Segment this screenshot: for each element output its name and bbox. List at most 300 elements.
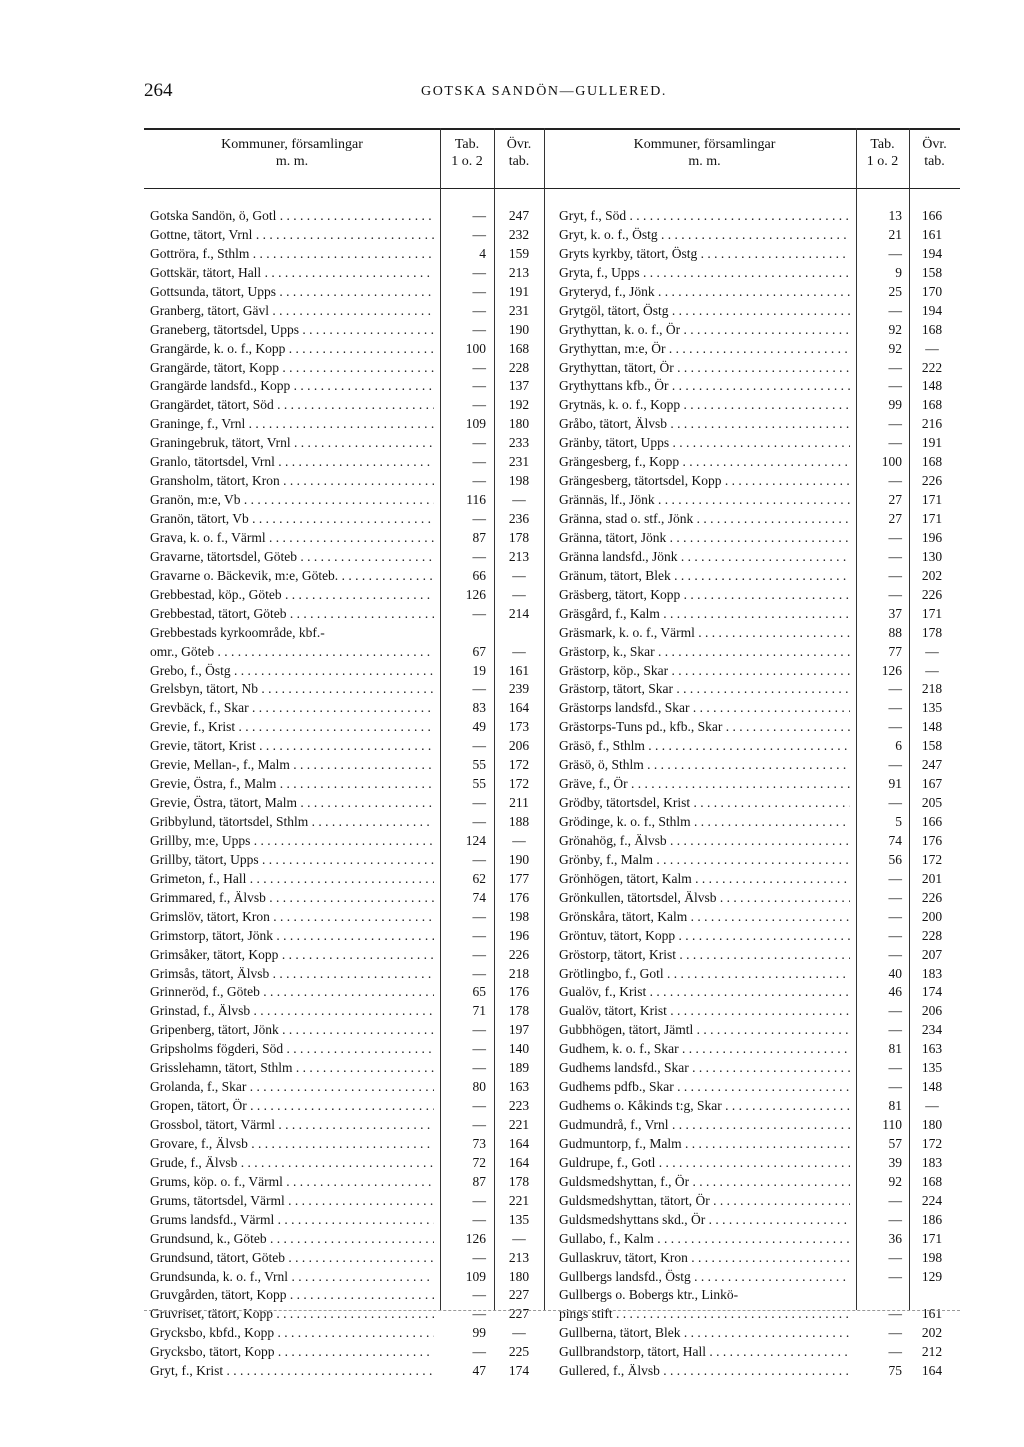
- entry-ovr: 164: [921, 1363, 943, 1379]
- entry-ovr: 214: [508, 605, 530, 621]
- entry-tab: 99: [888, 397, 902, 413]
- table-row: [553, 472, 960, 491]
- entry-name: Gudhems landsfd., Skar . . .: [559, 1059, 850, 1078]
- entry-name: Grangärde landsfd., Kopp . . .: [150, 377, 434, 396]
- entry-tab: 92: [888, 321, 902, 337]
- entry-ovr: 232: [508, 226, 530, 242]
- entry-ovr: 161: [921, 226, 943, 242]
- table-row: [144, 1362, 544, 1381]
- entry-name: Gränna, stad o. stf., Jönk . . .: [559, 510, 850, 529]
- table-row: [144, 775, 544, 794]
- entry-name: Grevie, Östra, tätort, Malm . . .: [150, 794, 434, 813]
- entry-ovr: —: [925, 1098, 939, 1114]
- table-row: [144, 946, 544, 965]
- table-row: [553, 643, 960, 662]
- entry-tab: —: [888, 473, 902, 489]
- entry-name: omr., Göteb . . .: [150, 643, 434, 662]
- entry-ovr: 178: [508, 529, 530, 545]
- table-row: [144, 927, 544, 946]
- table-row: [553, 870, 960, 889]
- entry-name: Grinstad, f., Älvsb . . .: [150, 1002, 434, 1021]
- table-row: [144, 1154, 544, 1173]
- entry-ovr: 186: [921, 1211, 943, 1227]
- entry-name: Grästorp, köp., Skar . . .: [559, 662, 850, 681]
- entry-tab: —: [472, 965, 486, 981]
- entry-name: Gripenberg, tätort, Jönk . . .: [150, 1021, 434, 1040]
- entry-name: Grimmared, f., Älvsb . . .: [150, 889, 434, 908]
- table-row: [553, 1002, 960, 1021]
- entry-tab: 99: [472, 1325, 486, 1341]
- entry-ovr: 180: [508, 1268, 530, 1284]
- entry-ovr: 173: [508, 719, 530, 735]
- entry-name: Grönahög, f., Älvsb . . .: [559, 832, 850, 851]
- entry-name: Gräve, f., Ör . . .: [559, 775, 850, 794]
- entry-ovr: 176: [508, 984, 530, 1000]
- entry-name: Gripsholms fögderi, Söd . . .: [150, 1040, 434, 1059]
- entry-tab: —: [472, 681, 486, 697]
- entry-name: Grums landsfd., Värml . . .: [150, 1211, 434, 1230]
- entry-ovr: 200: [921, 908, 943, 924]
- entry-ovr: 180: [921, 1117, 943, 1132]
- entry-ovr: 172: [921, 851, 943, 867]
- entry-name: Grevie, Mellan-, f., Malm . . .: [150, 756, 434, 775]
- entry-name: Grönby, f., Malm . . .: [559, 851, 850, 870]
- entry-tab: —: [472, 454, 486, 470]
- entry-ovr: 196: [921, 529, 943, 545]
- table-row: [553, 340, 960, 359]
- header-name-line2: m. m.: [688, 154, 721, 169]
- entry-ovr: 216: [921, 416, 943, 432]
- entry-tab: —: [472, 1306, 486, 1322]
- entry-name: Grevie, f., Krist . . .: [150, 718, 434, 737]
- entry-tab: —: [472, 435, 486, 451]
- entry-ovr: 168: [921, 397, 943, 413]
- entry-ovr: 172: [921, 1135, 943, 1151]
- table-row: [553, 1021, 960, 1040]
- entry-ovr: 183: [921, 965, 943, 981]
- entry-name: Grovare, f., Älvsb . . .: [150, 1135, 434, 1154]
- table-row: [144, 1021, 544, 1040]
- entry-name: Grimstorp, tätort, Jönk . . .: [150, 927, 434, 946]
- entry-ovr: 135: [508, 1211, 530, 1227]
- entry-ovr: 180: [508, 416, 530, 432]
- entry-tab: 92: [888, 340, 902, 356]
- entry-ovr: 192: [508, 397, 530, 413]
- entry-ovr: 207: [921, 946, 943, 962]
- table-row: [553, 983, 960, 1002]
- entry-ovr: 197: [508, 1022, 530, 1038]
- entry-name: Gullbergs landsfd., Östg . . .: [559, 1268, 850, 1287]
- entry-tab: 80: [472, 1079, 486, 1095]
- entry-name: Gudmuntorp, f., Malm . . .: [559, 1135, 850, 1154]
- entry-tab: 109: [465, 416, 486, 432]
- entry-name: Grevbäck, f., Skar . . .: [150, 699, 434, 718]
- table-row: [553, 965, 960, 984]
- entry-ovr: 177: [508, 870, 530, 886]
- table-row: [553, 529, 960, 548]
- entry-ovr: —: [512, 492, 526, 508]
- table-row: [553, 226, 960, 245]
- entry-tab: —: [888, 889, 902, 905]
- entry-ovr: 247: [508, 208, 530, 223]
- entry-tab: —: [888, 548, 902, 564]
- entry-tab: —: [888, 1268, 902, 1284]
- entry-ovr: 201: [921, 870, 943, 886]
- entry-name: Gryt, f., Söd . . .: [559, 207, 850, 226]
- table-row: [144, 1211, 544, 1230]
- entry-name: Grimslöv, tätort, Kron . . .: [150, 908, 434, 927]
- table-row: [144, 851, 544, 870]
- table-row: [553, 1362, 960, 1381]
- entry-ovr: 228: [921, 927, 943, 943]
- entry-ovr: 227: [508, 1306, 530, 1322]
- entry-tab: 83: [472, 700, 486, 716]
- entry-tab: 55: [472, 776, 486, 792]
- entry-name: Grängesberg, tätortsdel, Kopp . . .: [559, 472, 850, 491]
- table-row: [553, 1078, 960, 1097]
- entry-tab: —: [472, 738, 486, 754]
- entry-ovr: 191: [508, 283, 530, 299]
- table-row: [553, 1173, 960, 1192]
- entry-ovr: 171: [921, 1230, 943, 1246]
- entry-ovr: 130: [921, 548, 943, 564]
- entry-ovr: 164: [508, 1135, 530, 1151]
- entry-name: Grundsunda, k. o. f., Vrnl . . .: [150, 1268, 434, 1287]
- entry-ovr: 225: [508, 1344, 530, 1360]
- table-row: [144, 586, 544, 605]
- table-row: [553, 1324, 960, 1343]
- table-row: [144, 605, 544, 624]
- entry-name: Gullbrandstorp, tätort, Hall . . .: [559, 1343, 850, 1362]
- table-row: [144, 1135, 544, 1154]
- table-row: [553, 1343, 960, 1362]
- entry-tab: 71: [472, 1003, 486, 1019]
- entry-tab: —: [472, 302, 486, 318]
- header-name-line2: m. m.: [275, 154, 309, 169]
- table-row: [553, 756, 960, 775]
- table-row: [144, 680, 544, 699]
- entry-ovr: 189: [508, 1060, 530, 1076]
- table-row: [553, 605, 960, 624]
- entry-ovr: 194: [921, 302, 943, 318]
- entry-tab: 88: [888, 624, 902, 640]
- entry-name: Grangärde, tätort, Kopp . . .: [150, 359, 434, 378]
- entry-name: Graningebruk, tätort, Vrnl . . .: [150, 434, 434, 453]
- entry-tab: —: [888, 378, 902, 394]
- entry-tab: 27: [888, 511, 902, 526]
- entry-tab: 100: [881, 454, 902, 470]
- table-row: [144, 264, 544, 283]
- entry-ovr: 178: [921, 624, 943, 640]
- entry-ovr: 168: [921, 1173, 943, 1189]
- entry-ovr: 191: [921, 435, 943, 451]
- entry-tab: —: [472, 946, 486, 962]
- table-row: [553, 434, 960, 453]
- entry-ovr: 168: [921, 454, 943, 470]
- entry-tab: 55: [472, 757, 486, 773]
- table-row: [553, 1211, 960, 1230]
- header-tab: [856, 136, 909, 186]
- table-row: [553, 718, 960, 737]
- table-row: [553, 245, 960, 264]
- entry-ovr: 171: [921, 492, 943, 508]
- header-name-line1: Kommuner, församlingar: [221, 137, 363, 152]
- table-row: [553, 283, 960, 302]
- entry-name: Grundsund, k., Göteb . . .: [150, 1230, 434, 1249]
- entry-name: Gualöv, f., Krist . . .: [559, 983, 850, 1002]
- entry-ovr: 135: [921, 700, 943, 716]
- entry-tab: —: [888, 757, 902, 773]
- entry-name: Gräsö, ö, Sthlm . . .: [559, 756, 850, 775]
- entry-name: Grästorp, tätort, Skar . . .: [559, 680, 850, 699]
- table-row: [144, 718, 544, 737]
- entry-tab: —: [888, 1192, 902, 1208]
- entry-ovr: 226: [921, 889, 943, 905]
- table-row: [144, 1305, 544, 1324]
- entry-tab: 36: [888, 1230, 902, 1246]
- table-row: [553, 680, 960, 699]
- entry-tab: —: [888, 946, 902, 962]
- entry-tab: 47: [472, 1363, 486, 1379]
- entry-ovr: 158: [921, 738, 943, 754]
- table-row: [144, 756, 544, 775]
- entry-name: Grangärdet, tätort, Söd . . .: [150, 396, 434, 415]
- entry-name: Grönhögen, tätort, Kalm . . .: [559, 870, 850, 889]
- entry-tab: 81: [888, 1098, 902, 1114]
- entry-tab: —: [888, 1344, 902, 1360]
- entry-name: Gryteryd, f., Jönk . . .: [559, 283, 850, 302]
- entry-name: Grimsåker, tätort, Kopp . . .: [150, 946, 434, 965]
- header-name: [144, 136, 440, 186]
- entry-name: Grötlingbo, f., Gotl . . .: [559, 965, 850, 984]
- entry-ovr: 226: [921, 473, 943, 489]
- entry-ovr: 172: [508, 757, 530, 773]
- entry-tab: 109: [465, 1268, 486, 1284]
- table-row: [144, 491, 544, 510]
- entry-name: Grytgöl, tätort, Östg . . .: [559, 302, 850, 321]
- entry-ovr: 212: [921, 1344, 943, 1360]
- entry-name: Gudmundrå, f., Vrnl . . .: [559, 1116, 850, 1135]
- entry-tab: —: [472, 1344, 486, 1360]
- table-row: [144, 207, 544, 226]
- entry-name: Gryts kyrkby, tätort, Östg . . .: [559, 245, 850, 264]
- page-number: 264: [144, 80, 173, 101]
- table-row: [553, 775, 960, 794]
- entry-tab: —: [888, 1306, 902, 1322]
- entry-tab: —: [472, 605, 486, 621]
- entry-tab: —: [472, 1249, 486, 1265]
- table-row: [553, 1040, 960, 1059]
- entry-ovr: 176: [921, 832, 943, 848]
- table-row: [553, 813, 960, 832]
- entry-tab: 37: [888, 605, 902, 621]
- entry-tab: —: [472, 359, 486, 375]
- entry-ovr: 198: [508, 473, 530, 489]
- entry-ovr: —: [512, 567, 526, 583]
- entry-ovr: 213: [508, 1249, 530, 1265]
- entry-name: Grevie, tätort, Krist . . .: [150, 737, 434, 756]
- entry-ovr: 158: [921, 264, 943, 280]
- entry-tab: —: [472, 1287, 486, 1303]
- column-divider: [544, 128, 545, 1310]
- entry-tab: 73: [472, 1135, 486, 1151]
- entry-name: Grönkullen, tätortsdel, Älvsb . . .: [559, 889, 850, 908]
- entry-tab: —: [888, 529, 902, 545]
- entry-tab: —: [472, 795, 486, 811]
- entry-name: Gräsgård, f., Kalm . . .: [559, 605, 850, 624]
- table-row: [553, 548, 960, 567]
- entry-name: Grycksbo, kbfd., Kopp . . .: [150, 1324, 434, 1343]
- entry-ovr: 140: [508, 1041, 530, 1057]
- entry-ovr: 148: [921, 1079, 943, 1095]
- entry-tab: —: [888, 795, 902, 811]
- entry-ovr: 161: [508, 662, 530, 678]
- entry-ovr: 239: [508, 681, 530, 697]
- entry-name: Grännäs, lf., Jönk . . .: [559, 491, 850, 510]
- entry-tab: 13: [888, 208, 902, 223]
- header-tab-line1: Tab.: [454, 137, 480, 152]
- table-row: [553, 510, 960, 529]
- table-row: [553, 1116, 960, 1135]
- running-head: GOTSKA SANDÖN—GULLERED.: [420, 84, 668, 99]
- entry-tab: —: [472, 1060, 486, 1076]
- entry-name: Gullabo, f., Kalm . . .: [559, 1230, 850, 1249]
- entry-ovr: 198: [921, 1249, 943, 1265]
- entry-tab: 77: [888, 643, 902, 659]
- table-row: [144, 624, 544, 643]
- entry-name: Guldrupe, f., Gotl . . .: [559, 1154, 850, 1173]
- entry-ovr: 190: [508, 321, 530, 337]
- entry-tab: 91: [888, 776, 902, 792]
- entry-tab: —: [888, 719, 902, 735]
- entry-tab: 92: [888, 1173, 902, 1189]
- entry-name: Gruvgården, tätort, Kopp . . .: [150, 1286, 434, 1305]
- table-row: [144, 226, 544, 245]
- entry-name: Grödinge, k. o. f., Sthlm . . .: [559, 813, 850, 832]
- table-row: [144, 1059, 544, 1078]
- entry-ovr: 135: [921, 1060, 943, 1076]
- table-row: [553, 1192, 960, 1211]
- entry-ovr: 172: [508, 776, 530, 792]
- table-row: [144, 359, 544, 378]
- entry-name: Gropen, tätort, Ör . . .: [150, 1097, 434, 1116]
- entry-tab: —: [472, 226, 486, 242]
- entry-tab: 25: [888, 283, 902, 299]
- table-row: [144, 908, 544, 927]
- entry-tab: —: [472, 1117, 486, 1132]
- entry-name: Gullered, f., Älvsb . . .: [559, 1362, 850, 1381]
- entry-name: Grimeton, f., Hall . . .: [150, 870, 434, 889]
- entry-ovr: 168: [921, 321, 943, 337]
- entry-tab: —: [888, 359, 902, 375]
- entry-ovr: 218: [508, 965, 530, 981]
- entry-name: Granlo, tätortsdel, Vrnl . . .: [150, 453, 434, 472]
- entry-name: Gravarne o. Bäckevik, m:e, Göteb. . . .: [150, 567, 434, 586]
- entry-ovr: 174: [508, 1363, 530, 1379]
- table-row: [553, 453, 960, 472]
- entry-name: Gröntuv, tätort, Kopp . . .: [559, 927, 850, 946]
- entry-tab: —: [472, 1211, 486, 1227]
- entry-ovr: 233: [508, 435, 530, 451]
- table-row: [144, 510, 544, 529]
- entry-name: Grängesberg, f., Kopp . . .: [559, 453, 850, 472]
- entry-name: Gottsunda, tätort, Upps . . .: [150, 283, 434, 302]
- entry-ovr: 236: [508, 511, 530, 526]
- entry-ovr: 159: [508, 245, 530, 261]
- entry-name: Grums, tätortsdel, Värml . . .: [150, 1192, 434, 1211]
- entry-ovr: —: [512, 832, 526, 848]
- entry-name: Gottröra, f., Sthlm . . .: [150, 245, 434, 264]
- table-row: [553, 377, 960, 396]
- entry-name: Gransholm, tätort, Kron . . .: [150, 472, 434, 491]
- header-tab-line1: Tab.: [870, 137, 895, 152]
- table-row: [553, 1249, 960, 1268]
- entry-name: Graneberg, tätortsdel, Upps . . .: [150, 321, 434, 340]
- entry-tab: —: [472, 1192, 486, 1208]
- entry-ovr: 211: [509, 795, 529, 811]
- entry-name: Gränum, tätort, Blek . . .: [559, 567, 850, 586]
- entry-tab: 124: [465, 832, 486, 848]
- entry-name: Gravarne, tätortsdel, Göteb . . .: [150, 548, 434, 567]
- entry-ovr: 194: [921, 245, 943, 261]
- table-row: [553, 359, 960, 378]
- table-row: [144, 1116, 544, 1135]
- entry-tab: —: [472, 473, 486, 489]
- entry-name: Gribbylund, tätortsdel, Sthlm . . .: [150, 813, 434, 832]
- entry-tab: 72: [472, 1154, 486, 1170]
- table-row: [553, 264, 960, 283]
- entry-tab: 39: [888, 1154, 902, 1170]
- entry-tab: 65: [472, 984, 486, 1000]
- entry-name: Grästorp, k., Skar . . .: [559, 643, 850, 662]
- entry-tab: —: [472, 378, 486, 394]
- entry-tab: 81: [888, 1041, 902, 1057]
- entry-name: Grästorps-Tuns pd., kfb., Skar . . .: [559, 718, 850, 737]
- entry-tab: 49: [472, 719, 486, 735]
- table-row: [553, 586, 960, 605]
- entry-tab: 100: [465, 340, 486, 356]
- table-row: [553, 1305, 960, 1324]
- entry-ovr: 178: [508, 1173, 530, 1189]
- entry-tab: —: [888, 435, 902, 451]
- table-row: [144, 1230, 544, 1249]
- entry-name: Gråbo, tätort, Älvsb . . .: [559, 415, 850, 434]
- table-row: [144, 965, 544, 984]
- table-row: [144, 567, 544, 586]
- entry-ovr: 226: [508, 946, 530, 962]
- entry-tab: —: [888, 1022, 902, 1038]
- table-row: [553, 737, 960, 756]
- entry-name: Gottskär, tätort, Hall . . .: [150, 264, 434, 283]
- entry-tab: —: [888, 1003, 902, 1019]
- entry-tab: 126: [881, 662, 902, 678]
- table-row: [144, 396, 544, 415]
- entry-name: Grythyttan, m:e, Ör . . .: [559, 340, 850, 359]
- entry-tab: 126: [465, 586, 486, 602]
- entry-tab: —: [888, 1211, 902, 1227]
- table-row: [144, 737, 544, 756]
- entry-tab: 27: [888, 492, 902, 508]
- entry-ovr: 234: [921, 1022, 943, 1038]
- entry-ovr: 171: [921, 511, 943, 526]
- entry-tab: —: [472, 548, 486, 564]
- entry-ovr: 164: [508, 700, 530, 716]
- table-row: [144, 1343, 544, 1362]
- entry-ovr: 223: [508, 1098, 530, 1114]
- header-name: [553, 136, 856, 186]
- entry-tab: 46: [888, 984, 902, 1000]
- entry-tab: —: [888, 245, 902, 261]
